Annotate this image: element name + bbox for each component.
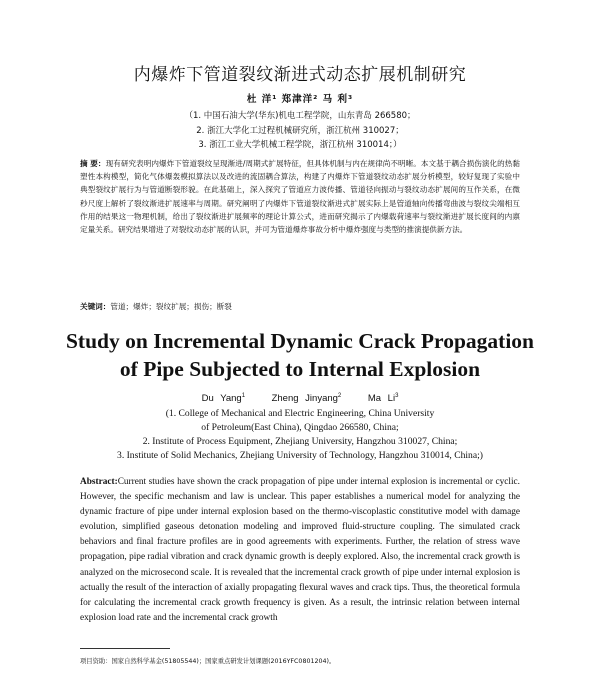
chinese-keywords [80, 301, 520, 312]
english-affiliation-1: (1. College of Mechanical and Electric Engineering, China University [165, 408, 435, 419]
author-affiliation-mark: 2 [337, 393, 342, 399]
chinese-keywords-text: 管道；爆炸；裂纹扩展；损伤；断裂 [110, 302, 232, 311]
english-authors [0, 393, 600, 404]
author-affiliation-mark: 3 [395, 393, 399, 399]
english-title [0, 327, 600, 383]
english-title-line-1: Study on Incremental Dynamic Crack Propagation [65, 329, 535, 353]
english-affiliation-2: 2. Institute of Process Equipment, Zhejiang University, Hangzhou 310027, China; [142, 436, 458, 447]
author-name: Du Yang [201, 393, 242, 405]
english-abstract [80, 475, 520, 626]
chinese-affiliation-1: （1. 中国石油大学(华东)机电工程学院，山东青岛 266580； [184, 111, 416, 121]
funding-footnote: 项目资助：国家自然科学基金(51805544)；国家重点研发计划课题(2016YFC0801204)。 [80, 658, 336, 665]
chinese-authors: 杜 洋¹ 郑津洋² 马 利³ [246, 94, 354, 105]
author-name: Ma Li [367, 393, 396, 405]
english-abstract-label: Abstract: [80, 477, 118, 487]
chinese-abstract [80, 157, 520, 236]
english-title-line-2: of Pipe Subjected to Internal Explosion [119, 357, 481, 381]
chinese-abstract-text: 现有研究表明内爆炸下管道裂纹呈现渐进/周期式扩展特征，但具体机制与内在规律尚不明晰。本文基于耦合损伤演化的热黏塑性本构模型，简化气体爆轰模拟算法以及改进的流固耦合算法，构建了内爆炸下管道裂纹动态扩展分析模型，较好复现了实验中典型裂纹扩展行为与管道断裂形貌。在此基础上，深入探究了管道应力波传播、管道径向振动与裂纹动态扩展间的互作关系，在微秒尺度上解析了裂纹渐进扩展速率与周期。研究阐明了内爆炸下管道裂纹渐进式扩展实际上是管道轴向传播弯曲波与裂纹尖端相互作用的结果这一物理机制，给出了裂纹渐进扩展频率的理论计算公式，进而研究揭示了内爆载荷速率与裂纹渐进扩展长度间的内禀定量关系。研究结果增进了对裂纹动态扩展的认识，并可为管道爆炸事故分析中爆炸强度与类型的推演提供新方法。 [80, 159, 520, 235]
english-affiliation-1-cont: of Petroleum(East China), Qingdao 266580, China; [201, 422, 399, 433]
chinese-affiliation-2: 2. 浙江大学化工过程机械研究所，浙江杭州 310027； [196, 126, 404, 136]
author-affiliation-mark: 1 [241, 393, 246, 399]
footnote-rule [80, 648, 170, 649]
author-name: Zheng Jinyang [271, 393, 338, 405]
english-abstract-text: Current studies have shown the crack propagation of pipe under internal explosion is incremental or cyclic. However, the specific mechanism and law is unclear. This paper establishes a numerical model for analyzing the dynamic fracture of pipe under internal explosion based on the thermo-viscoplastic constitutive model with damage evolution, simplified gaseous detonation modeling and improved fluid-structure coupling. The simulated crack behaviors and final fracture profiles are in good agreements with experiments. Further, the relation of stress wave propagation, pipe radial vibration and crack dynamic growth is deeply explored. Also, the incremental crack growth is analyzed on the microsecond scale. It is revealed that the incremental crack growth of pipe under internal explosion is actually the result of the interaction of axially propagating flexural waves and crack tips. Thus, the theoretical formula for calculating the incremental crack growth frequency is given. As a result, the intrinsic relation between internal explosion load rate and the incremental crack growth [80, 477, 520, 623]
chinese-title: 内爆炸下管道裂纹渐进式动态扩展机制研究 [133, 65, 467, 85]
chinese-affiliation-3: 3. 浙江工业大学机械工程学院，浙江杭州 310014；） [198, 140, 402, 150]
english-affiliation-3: 3. Institute of Solid Mechanics, Zhejiang University of Technology, Hangzhou 310014, China;) [117, 450, 483, 461]
chinese-keywords-label: 关键词： [80, 302, 111, 311]
chinese-abstract-label: 摘 要： [80, 159, 106, 168]
